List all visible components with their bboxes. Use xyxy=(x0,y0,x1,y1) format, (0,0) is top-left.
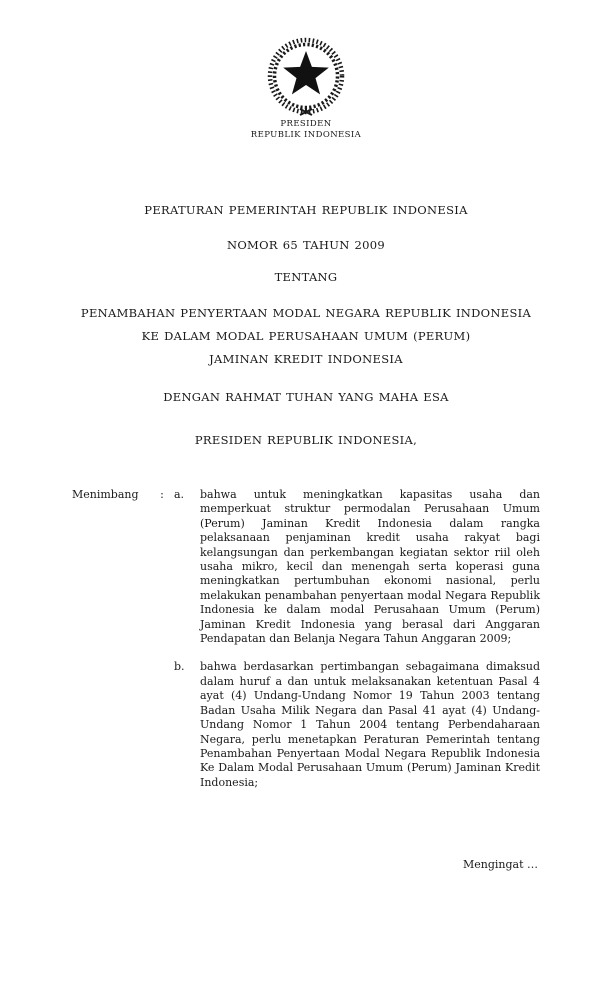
item-b-marker: b. xyxy=(174,660,185,674)
catchword-mengingat: Mengingat … xyxy=(462,858,538,871)
item-b-text: bahwa berdasarkan pertimbangan sebagaimana dimaksud dalam huruf a dan untuk melaksanakan ketentuan Pasal 4 ayat (4) Undang-Undang Nomor 19 Tahun 2003 tentang Badan Usaha Milik Negara dan Pasal 41 ayat (4) Undang-Undang Nomor 1 Tahun 2004 tentang Perbendaharaan Negara, perlu menetapkan Peraturan Pemerintah tentang Penambahan Penyertaan Modal Negara Republik Indonesia Ke Dalam Modal Perusahaan Umum (Perum) Jaminan Kredit Indonesia; xyxy=(200,660,540,789)
considering-separator: : xyxy=(160,488,164,501)
org-name-line1: PRESIDEN xyxy=(280,119,332,129)
regulation-title: PERATURAN PEMERINTAH REPUBLIK INDONESIA xyxy=(144,203,468,217)
item-a-marker: a. xyxy=(174,488,185,501)
invocation-line: DENGAN RAHMAT TUHAN YANG MAHA ESA xyxy=(163,390,449,404)
salutation-line: PRESIDEN REPUBLIK INDONESIA, xyxy=(194,433,418,447)
letterhead xyxy=(0,0,612,141)
org-name-line2: REPUBLIK INDONESIA xyxy=(250,130,362,140)
subject-line2: KE DALAM MODAL PERUSAHAAN UMUM (PERUM) xyxy=(141,329,471,343)
subject-line1: PENAMBAHAN PENYERTAAN MODAL NEGARA REPUBLIK INDONESIA xyxy=(80,306,532,320)
star-icon xyxy=(283,51,329,94)
regulation-subject xyxy=(0,306,612,366)
considering-item-a xyxy=(174,488,540,646)
considering-label: Menimbang xyxy=(72,488,139,501)
considering-section xyxy=(72,488,540,790)
subject-line3: JAMINAN KREDIT INDONESIA xyxy=(209,352,403,366)
considering-items xyxy=(174,488,540,790)
presidential-seal-icon xyxy=(255,33,357,119)
considering-item-b xyxy=(174,660,540,790)
regulation-number: NOMOR 65 TAHUN 2009 xyxy=(226,238,386,252)
item-a-text: bahwa untuk meningkatkan kapasitas usaha dan memperkuat struktur permodalan Perusahaan Umum (Perum) Jaminan Kredit Indonesia dalam rangka pelaksanaan penjaminan kredit usaha rakyat bagi kelangsungan dan perkembangan kegiatan sektor riil oleh usaha mikro, kecil dan menengah serta koperasi guna meningkatkan pertumbuhan ekonomi nasional, perlu melakukan penambahan penyertaan modal Negara Republik Indonesia ke dalam modal Perusahaan Umum (Perum) Jaminan Kredit Indonesia yang berasal dari Anggaran Pendapatan dan Belanja Negara Tahun Anggaran 2009; xyxy=(200,488,540,646)
document-title-block xyxy=(0,203,612,284)
tentang-label: TENTANG xyxy=(274,270,338,284)
